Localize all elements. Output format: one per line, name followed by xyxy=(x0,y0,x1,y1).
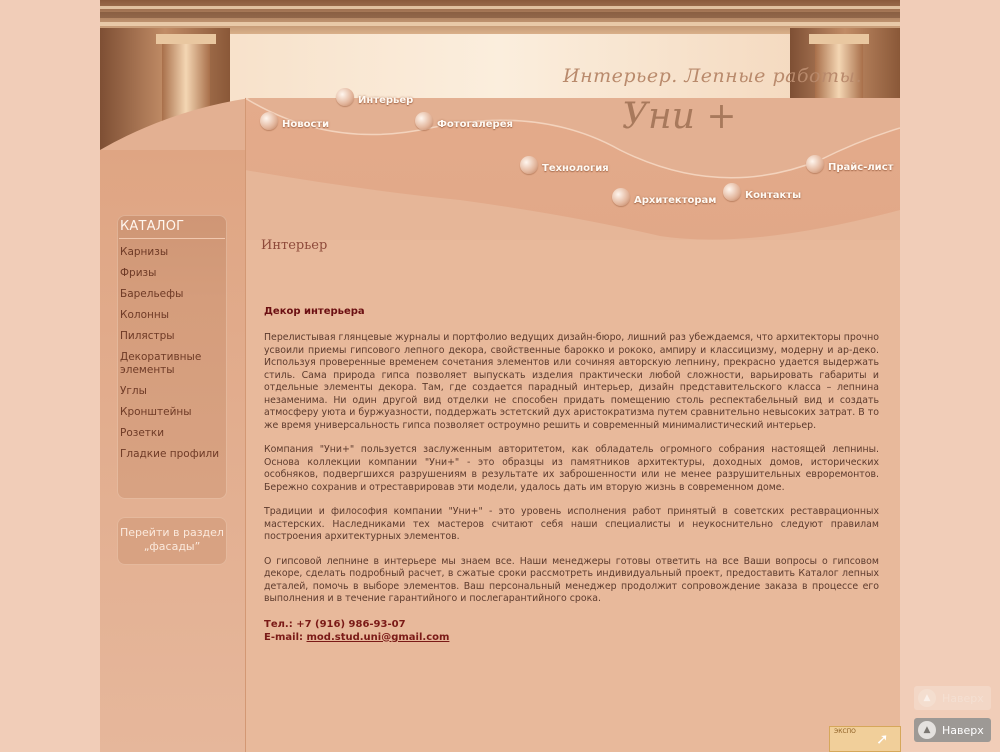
nav-link-technology[interactable] xyxy=(520,156,609,174)
email-label: E-mail: xyxy=(264,631,304,643)
nav-link-interior[interactable] xyxy=(336,88,413,106)
phone-number: Тел.: +7 (916) 986-93-07 xyxy=(264,618,406,630)
nav-link-architects[interactable] xyxy=(612,188,716,206)
scroll-top-button[interactable] xyxy=(914,718,991,742)
catalog-item-smooth-profiles[interactable]: Гладкие профили xyxy=(120,448,220,460)
scroll-top-label: Наверх xyxy=(942,723,984,737)
catalog-item-decorative-elements[interactable]: Декоративные элементы xyxy=(120,351,202,376)
catalog-item-cornices[interactable]: Карнизы xyxy=(120,246,169,258)
nav-label: Новости xyxy=(282,118,330,130)
catalog-divider xyxy=(119,238,225,239)
nav-link-price-list[interactable] xyxy=(806,155,893,173)
nav-label: Фотогалерея xyxy=(437,118,513,130)
nav-bullet-icon xyxy=(336,88,354,106)
article-paragraph: О гипсовой лепнине в интерьере мы знаем все. Наши менеджеры готовы ответить на все Ваши вопросы о гипсовом декоре, сделать подробный расчет, в сжатые сроки рассмотреть индивидуальный проект, предоставить Каталог лепных деталей, помочь в выборе элементов. Ваш персональный менеджер продолжит сопровождение заказа в процессе его выполнения и в течение гарантийного и послегарантийного срока. xyxy=(264,555,879,604)
nav-label: Архитекторам xyxy=(634,194,717,206)
scroll-top-button-faded[interactable] xyxy=(914,686,991,710)
arrow-up-icon: ▲ xyxy=(918,689,936,707)
nav-label: Контакты xyxy=(745,189,802,201)
arrow-up-icon: ▲ xyxy=(918,721,936,739)
nav-bullet-icon xyxy=(612,188,630,206)
catalog-item-columns[interactable]: Колонны xyxy=(120,309,170,321)
article-content xyxy=(264,306,879,644)
catalog-item-rosettes[interactable]: Розетки xyxy=(120,427,165,439)
email-link[interactable]: mod.stud.uni@gmail.com xyxy=(306,631,450,643)
article-paragraph: Компания "Уни+" пользуется заслуженным авторитетом, как обладатель огромного собрания настоящей лепнины. Основа коллекции компании "Уни+" - это образцы из памятников архитектуры, доходных домов, исторических особняков, подвергшихся разрушениям в результате их заброшенности или не менее разрушительных евроремонтов. Бережно сохранив и отреставрировав эти модели, удалось дать им вторую жизнь в современном доме. xyxy=(264,444,879,493)
brand-tagline: Интерьер. Лепные работы. xyxy=(563,65,863,87)
nav-label: Интерьер xyxy=(358,94,414,106)
scroll-top-label: Наверх xyxy=(942,691,984,705)
contact-block xyxy=(264,618,879,644)
nav-link-contacts[interactable] xyxy=(723,183,801,201)
nav-bullet-icon xyxy=(415,112,433,130)
nav-label: Прайс-лист xyxy=(828,161,894,173)
facades-link-box[interactable] xyxy=(117,517,227,565)
article-paragraph: Перелистывая глянцевые журналы и портфолио ведущих дизайн-бюро, лишний раз убеждаемся, что архитекторы прочно усвоили приемы гипсового лепного декора, свойственные барокко и рококо, ампиру и классицизму, модерну и ар-деко. Используя проверенные временем сочетания элементов или сочиняя авторскую лепнину, прекрасно удается выдержать стиль. Сама природа гипса позволяет выпускать изделия практически любой сложности, варьировать габариты и отдельные элементы декора. Там, где создается парадный интерьер, дизайн представительского класса – лепнина незаменима. Ни один другой вид отделки не способен придать помещению столь респектабельный вид и создать атмосферу уюта и буржуазности, поддержать эстетский дух аристократизма путем сравнительно невысоких затрат. В то же время универсальность гипса позволяет остроумно решить и современный минималистический интерьер. xyxy=(264,332,879,431)
catalog-item-brackets[interactable]: Кронштейны xyxy=(120,406,192,418)
nav-link-photogallery[interactable] xyxy=(415,112,513,130)
email-line xyxy=(264,631,879,644)
nav-bullet-icon xyxy=(723,183,741,201)
nav-label: Технология xyxy=(542,162,609,174)
nav-bullet-icon xyxy=(806,155,824,173)
nav-bullet-icon xyxy=(260,112,278,130)
catalog-item-corners[interactable]: Углы xyxy=(120,385,147,397)
catalog-list xyxy=(120,246,224,469)
arrow-up-right-icon: ➚ xyxy=(876,730,889,748)
catalog-panel xyxy=(117,215,227,499)
nav-link-news[interactable] xyxy=(260,112,329,130)
catalog-title: КАТАЛОГ xyxy=(120,219,185,234)
catalog-item-pilasters[interactable]: Пилястры xyxy=(120,330,175,342)
counter-text: ЭКСПО xyxy=(834,728,856,735)
counter-badge[interactable] xyxy=(829,726,901,752)
nav-bullet-icon xyxy=(520,156,538,174)
brand-logo: Уни + xyxy=(622,96,737,137)
catalog-item-friezes[interactable]: Фризы xyxy=(120,267,157,279)
article-paragraph: Традиции и философия компании "Уни+" - это уровень исполнения работ принятый в советских реставрационных мастерских. Наследниками тех мастеров считают себя наши специалисты и неукоснительно следуют правилам построения архитектурных элементов. xyxy=(264,506,879,542)
article-heading: Декор интерьера xyxy=(264,306,365,317)
facades-link[interactable]: Перейти в раздел „фасады” xyxy=(120,526,224,553)
catalog-item-bas-reliefs[interactable]: Барельефы xyxy=(120,288,184,300)
page-title: Интерьер xyxy=(261,238,328,253)
